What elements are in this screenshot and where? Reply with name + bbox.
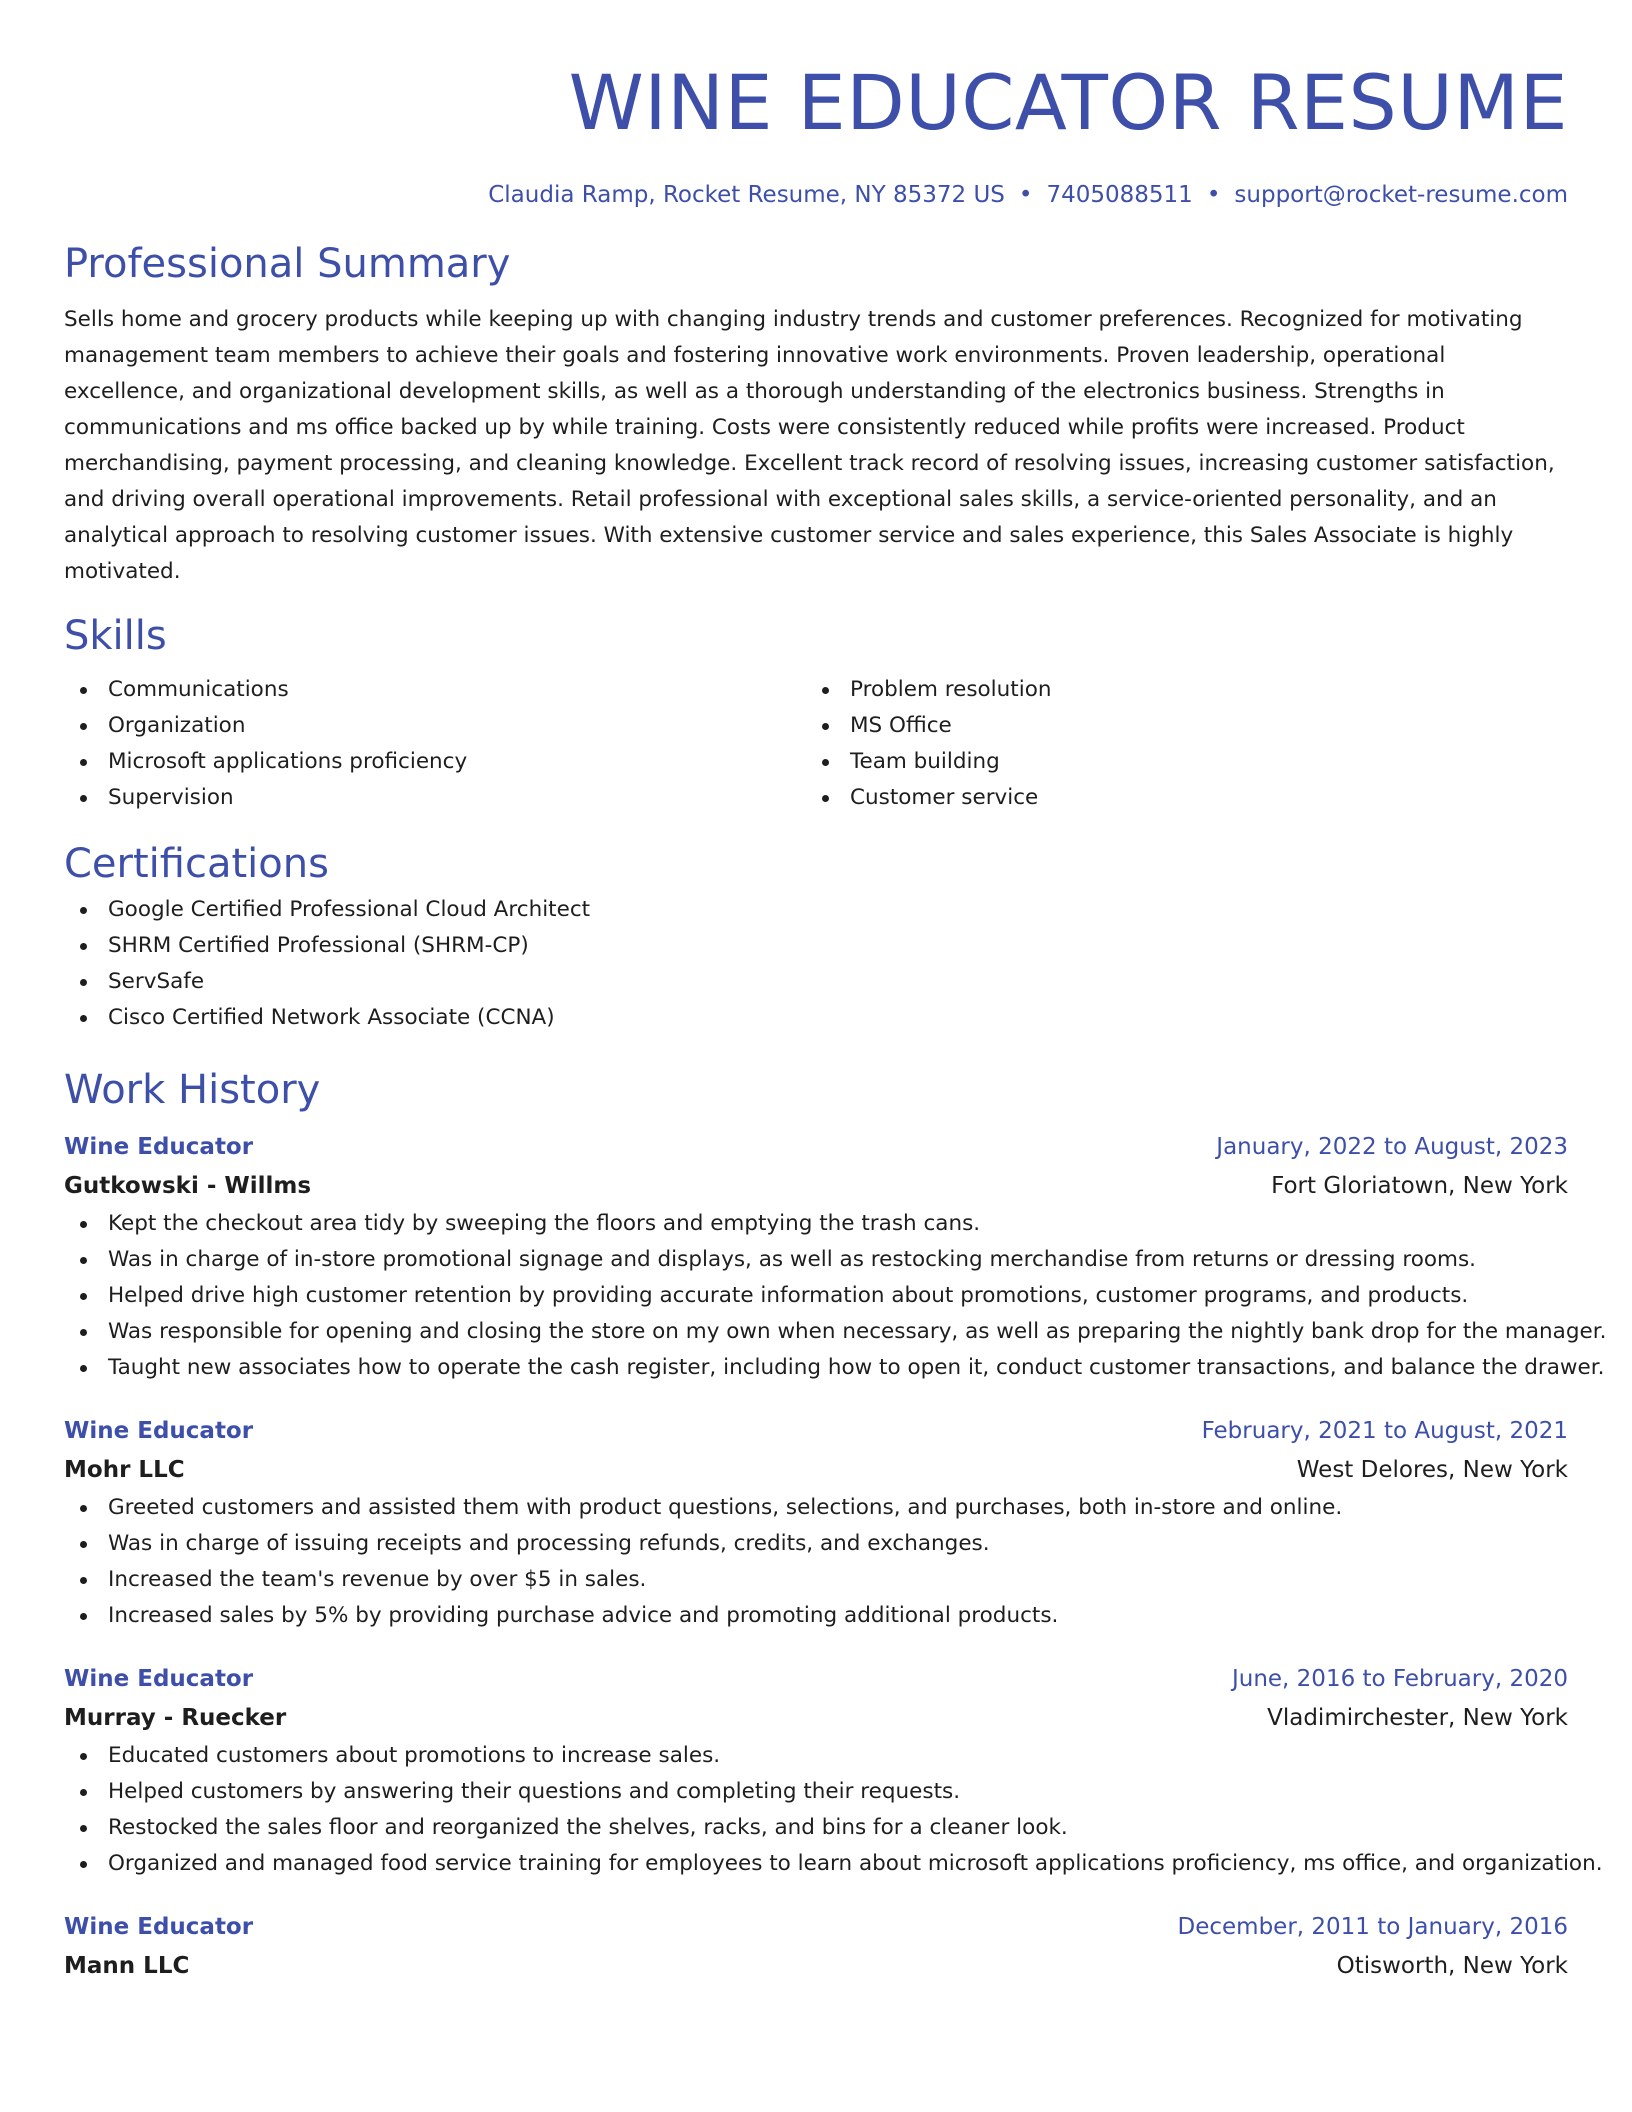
job-bullet: Was in charge of in-store promotional signage and displays, as well as restocking merchandise from returns or dressing rooms.: [64, 1242, 1568, 1278]
certifications-heading: Certifications: [64, 841, 329, 887]
certification-item: SHRM Certified Professional (SHRM-CP): [64, 928, 1568, 964]
job-entry: [64, 1660, 1603, 1882]
job-title: Wine Educator: [64, 1666, 254, 1692]
certification-item: Google Certified Professional Cloud Architect: [64, 892, 1568, 928]
skill-item: Supervision: [64, 780, 806, 816]
certification-item: ServSafe: [64, 964, 1568, 1000]
job-bullet: Helped drive high customer retention by providing accurate information about promotions, customer programs, and products.: [64, 1278, 1568, 1314]
job-header-row: [64, 1908, 1568, 1946]
certifications-list: [64, 892, 1568, 1036]
job-dates: June, 2016 to February, 2020: [1231, 1666, 1568, 1692]
job-company: Mann LLC: [64, 1953, 190, 1979]
job-company: Gutkowski - Willms: [64, 1173, 312, 1199]
job-header-row: [64, 1128, 1568, 1166]
certification-item: Cisco Certified Network Associate (CCNA): [64, 1000, 1568, 1036]
job-title: Wine Educator: [64, 1914, 254, 1940]
job-dates: December, 2011 to January, 2016: [1177, 1914, 1568, 1940]
job-company: Murray - Ruecker: [64, 1705, 287, 1731]
job-entry: [64, 1908, 1568, 1986]
resume-title: WINE EDUCATOR RESUME: [568, 58, 1568, 147]
job-company-row: [64, 1450, 1568, 1490]
contact-line: [64, 178, 1568, 212]
job-entry: [64, 1128, 1607, 1386]
job-bullet: Educated customers about promotions to increase sales.: [64, 1738, 1568, 1774]
job-bullet-list: [64, 1206, 1607, 1386]
job-header-row: [64, 1660, 1568, 1698]
job-bullet: Taught new associates how to operate the cash register, including how to open it, conduct customer transactions, and balance the drawer.: [64, 1350, 1568, 1386]
contact-phone: 7405088511: [1046, 182, 1193, 208]
job-bullet: Increased sales by 5% by providing purchase advice and promoting additional products.: [64, 1598, 1568, 1634]
skill-item: Communications: [64, 672, 806, 708]
skill-item: Microsoft applications proficiency: [64, 744, 806, 780]
resume-page: [64, 0, 1607, 1986]
skill-item: Team building: [806, 744, 1548, 780]
job-bullet: Restocked the sales floor and reorganized the shelves, racks, and bins for a cleaner look.: [64, 1810, 1568, 1846]
job-company: Mohr LLC: [64, 1457, 185, 1483]
job-bullet: Increased the team's revenue by over $5 in sales.: [64, 1562, 1568, 1598]
job-title: Wine Educator: [64, 1134, 254, 1160]
skills-heading: Skills: [64, 613, 167, 659]
job-location: Fort Gloriatown, New York: [1271, 1173, 1568, 1199]
job-location: West Delores, New York: [1296, 1457, 1568, 1483]
job-header-row: [64, 1412, 1568, 1450]
job-title: Wine Educator: [64, 1418, 254, 1444]
skill-item: Organization: [64, 708, 806, 744]
job-bullet-list: [64, 1738, 1603, 1882]
job-bullet: Greeted customers and assisted them with product questions, selections, and purchases, both in-store and online.: [64, 1490, 1568, 1526]
skill-item: Customer service: [806, 780, 1548, 816]
job-bullet: Organized and managed food service training for employees to learn about microsoft applications proficiency, ms office, and organization.: [64, 1846, 1568, 1882]
job-company-row: [64, 1698, 1568, 1738]
skills-grid: [64, 672, 1568, 816]
skills-column-right: [806, 672, 1548, 816]
job-location: Vladimirchester, New York: [1267, 1705, 1568, 1731]
job-entry: [64, 1412, 1568, 1634]
job-dates: January, 2022 to August, 2023: [1216, 1134, 1568, 1160]
skill-item: MS Office: [806, 708, 1548, 744]
contact-separator: •: [1018, 182, 1033, 208]
work-history-heading: Work History: [64, 1067, 321, 1113]
skills-list-left: [64, 672, 806, 816]
job-bullet-list: [64, 1490, 1568, 1634]
contact-separator: •: [1206, 182, 1221, 208]
summary-text: Sells home and grocery products while keeping up with changing industry trends and customer preferences. Recognized for motivating management team members to achieve their goals and fostering innovative work environments. Proven leadership, operational excellence, and organizational development skills, as well as a thorough understanding of the electronics business. Strengths in communications and ms office backed up by while training. Costs were consistently reduced while profits were increased. Product merchandising, payment processing, and cleaning knowledge. Excellent track record of resolving issues, increasing customer satisfaction, and driving overall operational improvements. Retail professional with exceptional sales skills, a service-oriented personality, and an analytical approach to resolving customer issues. With extensive customer service and sales experience, this Sales Associate is highly motivated.: [64, 307, 1555, 584]
job-bullet: Helped customers by answering their questions and completing their requests.: [64, 1774, 1568, 1810]
contact-email[interactable]: support@rocket-resume.com: [1234, 182, 1568, 208]
summary-heading: Professional Summary: [64, 241, 511, 287]
job-dates: February, 2021 to August, 2021: [1201, 1418, 1568, 1444]
skills-list-right: [806, 672, 1548, 816]
job-location: Otisworth, New York: [1336, 1953, 1568, 1979]
skill-item: Problem resolution: [806, 672, 1548, 708]
contact-address: Claudia Ramp, Rocket Resume, NY 85372 US: [488, 182, 1005, 208]
job-bullet: Was in charge of issuing receipts and processing refunds, credits, and exchanges.: [64, 1526, 1568, 1562]
job-bullet: Kept the checkout area tidy by sweeping the floors and emptying the trash cans.: [64, 1206, 1568, 1242]
skills-column-left: [64, 672, 806, 816]
job-bullet: Was responsible for opening and closing the store on my own when necessary, as well as preparing the nightly bank drop for the manager.: [64, 1314, 1568, 1350]
job-company-row: [64, 1166, 1568, 1206]
job-company-row: [64, 1946, 1568, 1986]
